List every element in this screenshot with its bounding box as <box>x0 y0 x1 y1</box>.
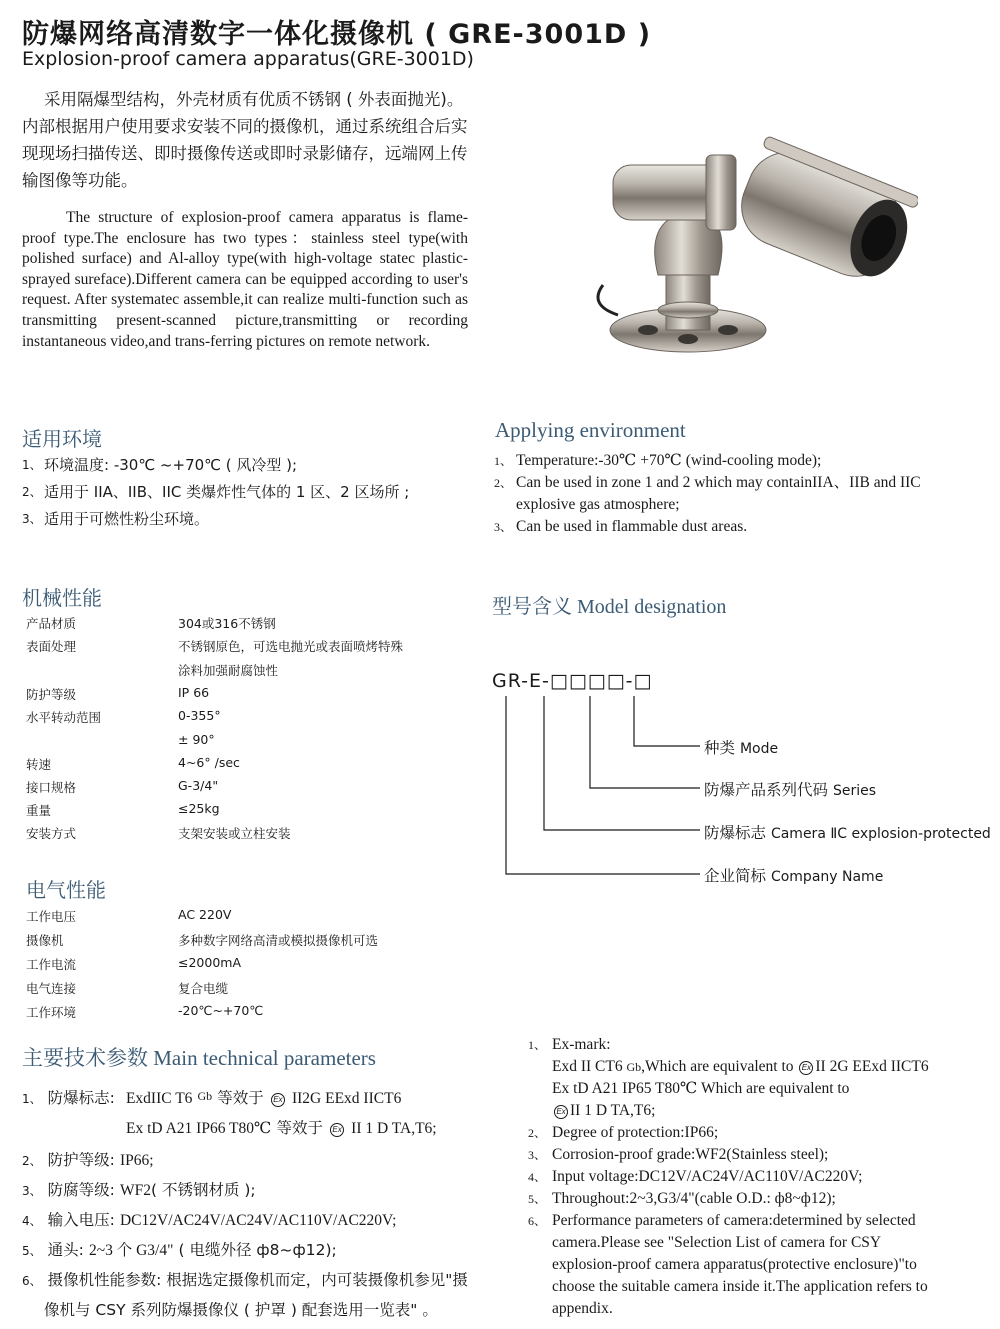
env-cn-heading: 适用环境 <box>22 427 102 451</box>
list-item: 1、 Temperature:-30℃ +70℃ (wind-cooling mode); <box>494 452 822 469</box>
intro-cn <box>22 86 472 194</box>
list-item: 5、 通头: 2~3 个 G3/4" ( 电缆外径 ф8~ф12); <box>22 1241 337 1259</box>
list-item: 6、 Performance parameters of camera:determined by selected camera.Please see "Selection List of camera for CSY explosion-proof camera apparatus(protective enclosure)"to choose the suitable camera inside it.The application refers to appendix. <box>528 1212 928 1317</box>
params-cn-list <box>22 1086 492 1319</box>
list-item: 4、 输入电压: DC12V/AC24V/AC24V/AC110V/AC220V; <box>22 1211 397 1229</box>
model-label-mode: 种类 Mode <box>704 739 779 757</box>
list-item: 3、 Corrosion-proof grade:WF2(Stainless steel); <box>528 1146 829 1163</box>
list-item: 2、 Degree of protection:IP66; <box>528 1124 719 1141</box>
page-subtitle: Explosion-proof camera apparatus(GRE-3001D) <box>22 48 474 70</box>
ex-mark-icon: Ex <box>554 1105 568 1119</box>
camera-photo <box>588 125 918 370</box>
list-item: 2、 适用于 IIA、IIB、IIC 类爆炸性气体的 1 区、2 区场所 ; <box>22 483 410 501</box>
electrical-table: 工作电压 AC 220V 摄像机 多种数字网络高清或模拟摄像机可选 工作电流 ≤2000mA 电气连接 复合电缆 工作环境 -20℃~+70℃ <box>26 907 379 1020</box>
model-heading: 型号含义 Model designation <box>492 596 727 618</box>
list-item: 1、 环境温度: -30℃ ~+70℃ ( 风冷型 ); <box>22 456 298 474</box>
intro-cn-text: 采用隔爆型结构，外壳材质有优质不锈钢 ( 外表面抛光)。内部根据用户使用要求安装不同的摄像机，通过系统组合后实现现场扫描传送、即时摄像传送或即时录影储存，远端网上传输图像等功能。 <box>22 90 468 190</box>
ex-mark-line-1: Exd II CT6 Gb,Which are equivalent to Ex II 2G EExd IICT6 <box>552 1058 929 1075</box>
list-item: 3、 Can be used in flammable dust areas. <box>494 518 748 535</box>
list-item: 1、 Ex-mark: Exd II CT6 Gb,Which are equivalent to Ex II 2G EExd IICT6 Ex tD A21 IP65 T80℃ Which are equivalent to Ex II 1 D TA,T6; <box>528 1034 948 1122</box>
list-item: 2、 Can be used in zone 1 and 2 which may containIIA、IIB and IIC explosive gas atmosphere; <box>494 474 921 513</box>
mechanical-heading: 机械性能 <box>22 586 102 610</box>
env-cn-list <box>22 452 482 533</box>
mechanical-table: 产品材质 304或316不锈钢 表面处理 不锈钢原色，可选电抛光或表面喷烤特殊 涂料加强耐腐蚀性 防护等级 IP 66 水平转动范围 0-355° ± 90° 转速 4~6° /sec 接口规格 G-3/4" 重量 ≤25kg 安装方式 支架安装或立柱安装 <box>26 616 404 841</box>
list-item: 6、 摄像机性能参数: 根据选定摄像机而定，内可装摄像机参见"摄 <box>22 1271 468 1289</box>
model-label-company: 企业简标 Company Name <box>704 867 884 885</box>
ex-mark-icon: Ex <box>330 1123 344 1137</box>
model-label-explosion: 防爆标志 Camera ⅡC explosion-protected <box>704 824 991 842</box>
model-diagram-lines <box>490 690 710 885</box>
params-en-list <box>528 1034 948 1320</box>
ex-mark-icon: Ex <box>799 1061 813 1075</box>
list-item: 5、 Throughout:2~3,G3/4"(cable O.D.: ф8~ф12); <box>528 1190 836 1207</box>
list-item: 2、 防护等级: IP66; <box>22 1151 154 1169</box>
list-item: Ex tD A21 IP66 T80℃ 等效于 Ex II 1 D TA,T6; <box>126 1119 437 1137</box>
ex-mark-icon: Ex <box>271 1093 285 1107</box>
page-title: 防爆网络高清数字一体化摄像机 ( GRE-3001D ) <box>22 19 652 50</box>
env-en-list <box>494 450 934 538</box>
env-en-heading: Applying environment <box>495 418 686 442</box>
ex-mark-label: Ex-mark: <box>552 1036 611 1053</box>
intro-en-text: The structure of explosion-proof camera apparatus is flame-proof type.The enclosure has two types：stainless steel type(with polished surface) and Al-alloy type(with high-voltage statec plastic-sprayed sureface).Different camera can be equipped according to user's request. After systematec assemble,it can realize multi-function such as transmitting present-scanned picture,transmitting or recording instantaneous video,and trans-ferring pictures on remote network. <box>22 209 468 350</box>
list-item: 4、 Input voltage:DC12V/AC24V/AC110V/AC220V; <box>528 1168 863 1185</box>
model-code: GR-E-□□□□-□ <box>492 670 653 692</box>
list-item: 1、 防爆标志: ExdIIC T6 Gb 等效于 Ex II2G EExd IICT6 <box>22 1089 402 1107</box>
intro-en <box>22 208 468 352</box>
list-item: 3、 适用于可燃性粉尘环境。 <box>22 510 210 528</box>
params-heading: 主要技术参数 Main technical parameters <box>22 1046 376 1070</box>
list-item: 3、 防腐等级: WF2( 不锈钢材质 ); <box>22 1181 256 1199</box>
ex-mark-line-3: Ex II 1 D TA,T6; <box>552 1100 948 1122</box>
electrical-heading: 电气性能 <box>26 878 106 902</box>
ex-mark-line-2: Ex tD A21 IP65 T80℃ Which are equivalent to <box>552 1080 850 1097</box>
model-label-series: 防爆产品系列代码 Series <box>704 781 877 799</box>
list-item: 像机与 CSY 系列防爆摄像仪 ( 护罩 ) 配套选用一览表" 。 <box>44 1301 438 1319</box>
